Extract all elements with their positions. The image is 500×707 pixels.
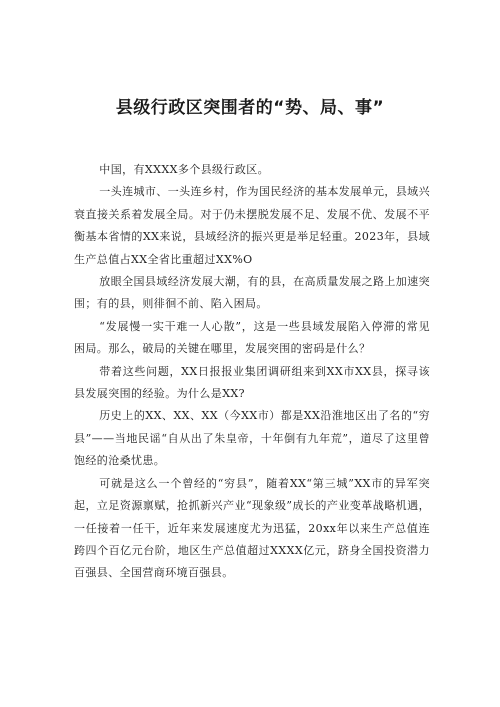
paragraph-2: 一头连城市、一头连乡村，作为国民经济的基本发展单元，县域兴衰直接关系着发展全局。对于仍未摆脱发展不足、发展不优、发展不平衡基本省情的XX来说，县域经济的振兴更是举足轻重。2023年，县域生产总值占XX全省比重超过XX%O xyxy=(74,185,430,266)
paragraph-6: 历史上的XX、XX、XX（今XX市）都是XX沿淮地区出了名的“穷县”——当地民谣“自从出了朱皇帝，十年倒有九年荒”，道尽了这里曾饱经的沧桑忧患。 xyxy=(74,409,430,468)
paragraph-1: 中国，有XXXX多个县级行政区。 xyxy=(99,163,270,176)
document-title: 县级行政区突围者的“势、局、事” xyxy=(115,98,385,118)
paragraph-7: 可就是这么一个曾经的“穷县”，随着XX“第三城”XX市的异军突起，立足资源禀赋，抢抓新兴产业“现象级”成长的产业变革战略机遇，一任接着一任干，近年来发展速度尤为迅猛，20xx年以来生产总值连跨四个百亿元台阶，地区生产总值超过XXXX亿元，跻身全国投资潜力百强县、全国营商环境百强县。 xyxy=(74,476,430,580)
paragraph-3: 放眼全国县域经济发展大潮，有的县，在高质量发展之路上加速突围；有的县，则徘徊不前、陷入困局。 xyxy=(74,275,430,311)
document-body xyxy=(74,159,430,585)
paragraph-5: 带着这些问题，XX日报报业集团调研组来到XX市XX县，探寻该县发展突围的经验。为什么是XX? xyxy=(74,364,430,401)
paragraph-4: “发展慢一实干难一人心散”，这是一些县域发展陷入停滞的常见困局。那么，破局的关键在哪里，发展突围的密码是什么？ xyxy=(74,319,430,356)
